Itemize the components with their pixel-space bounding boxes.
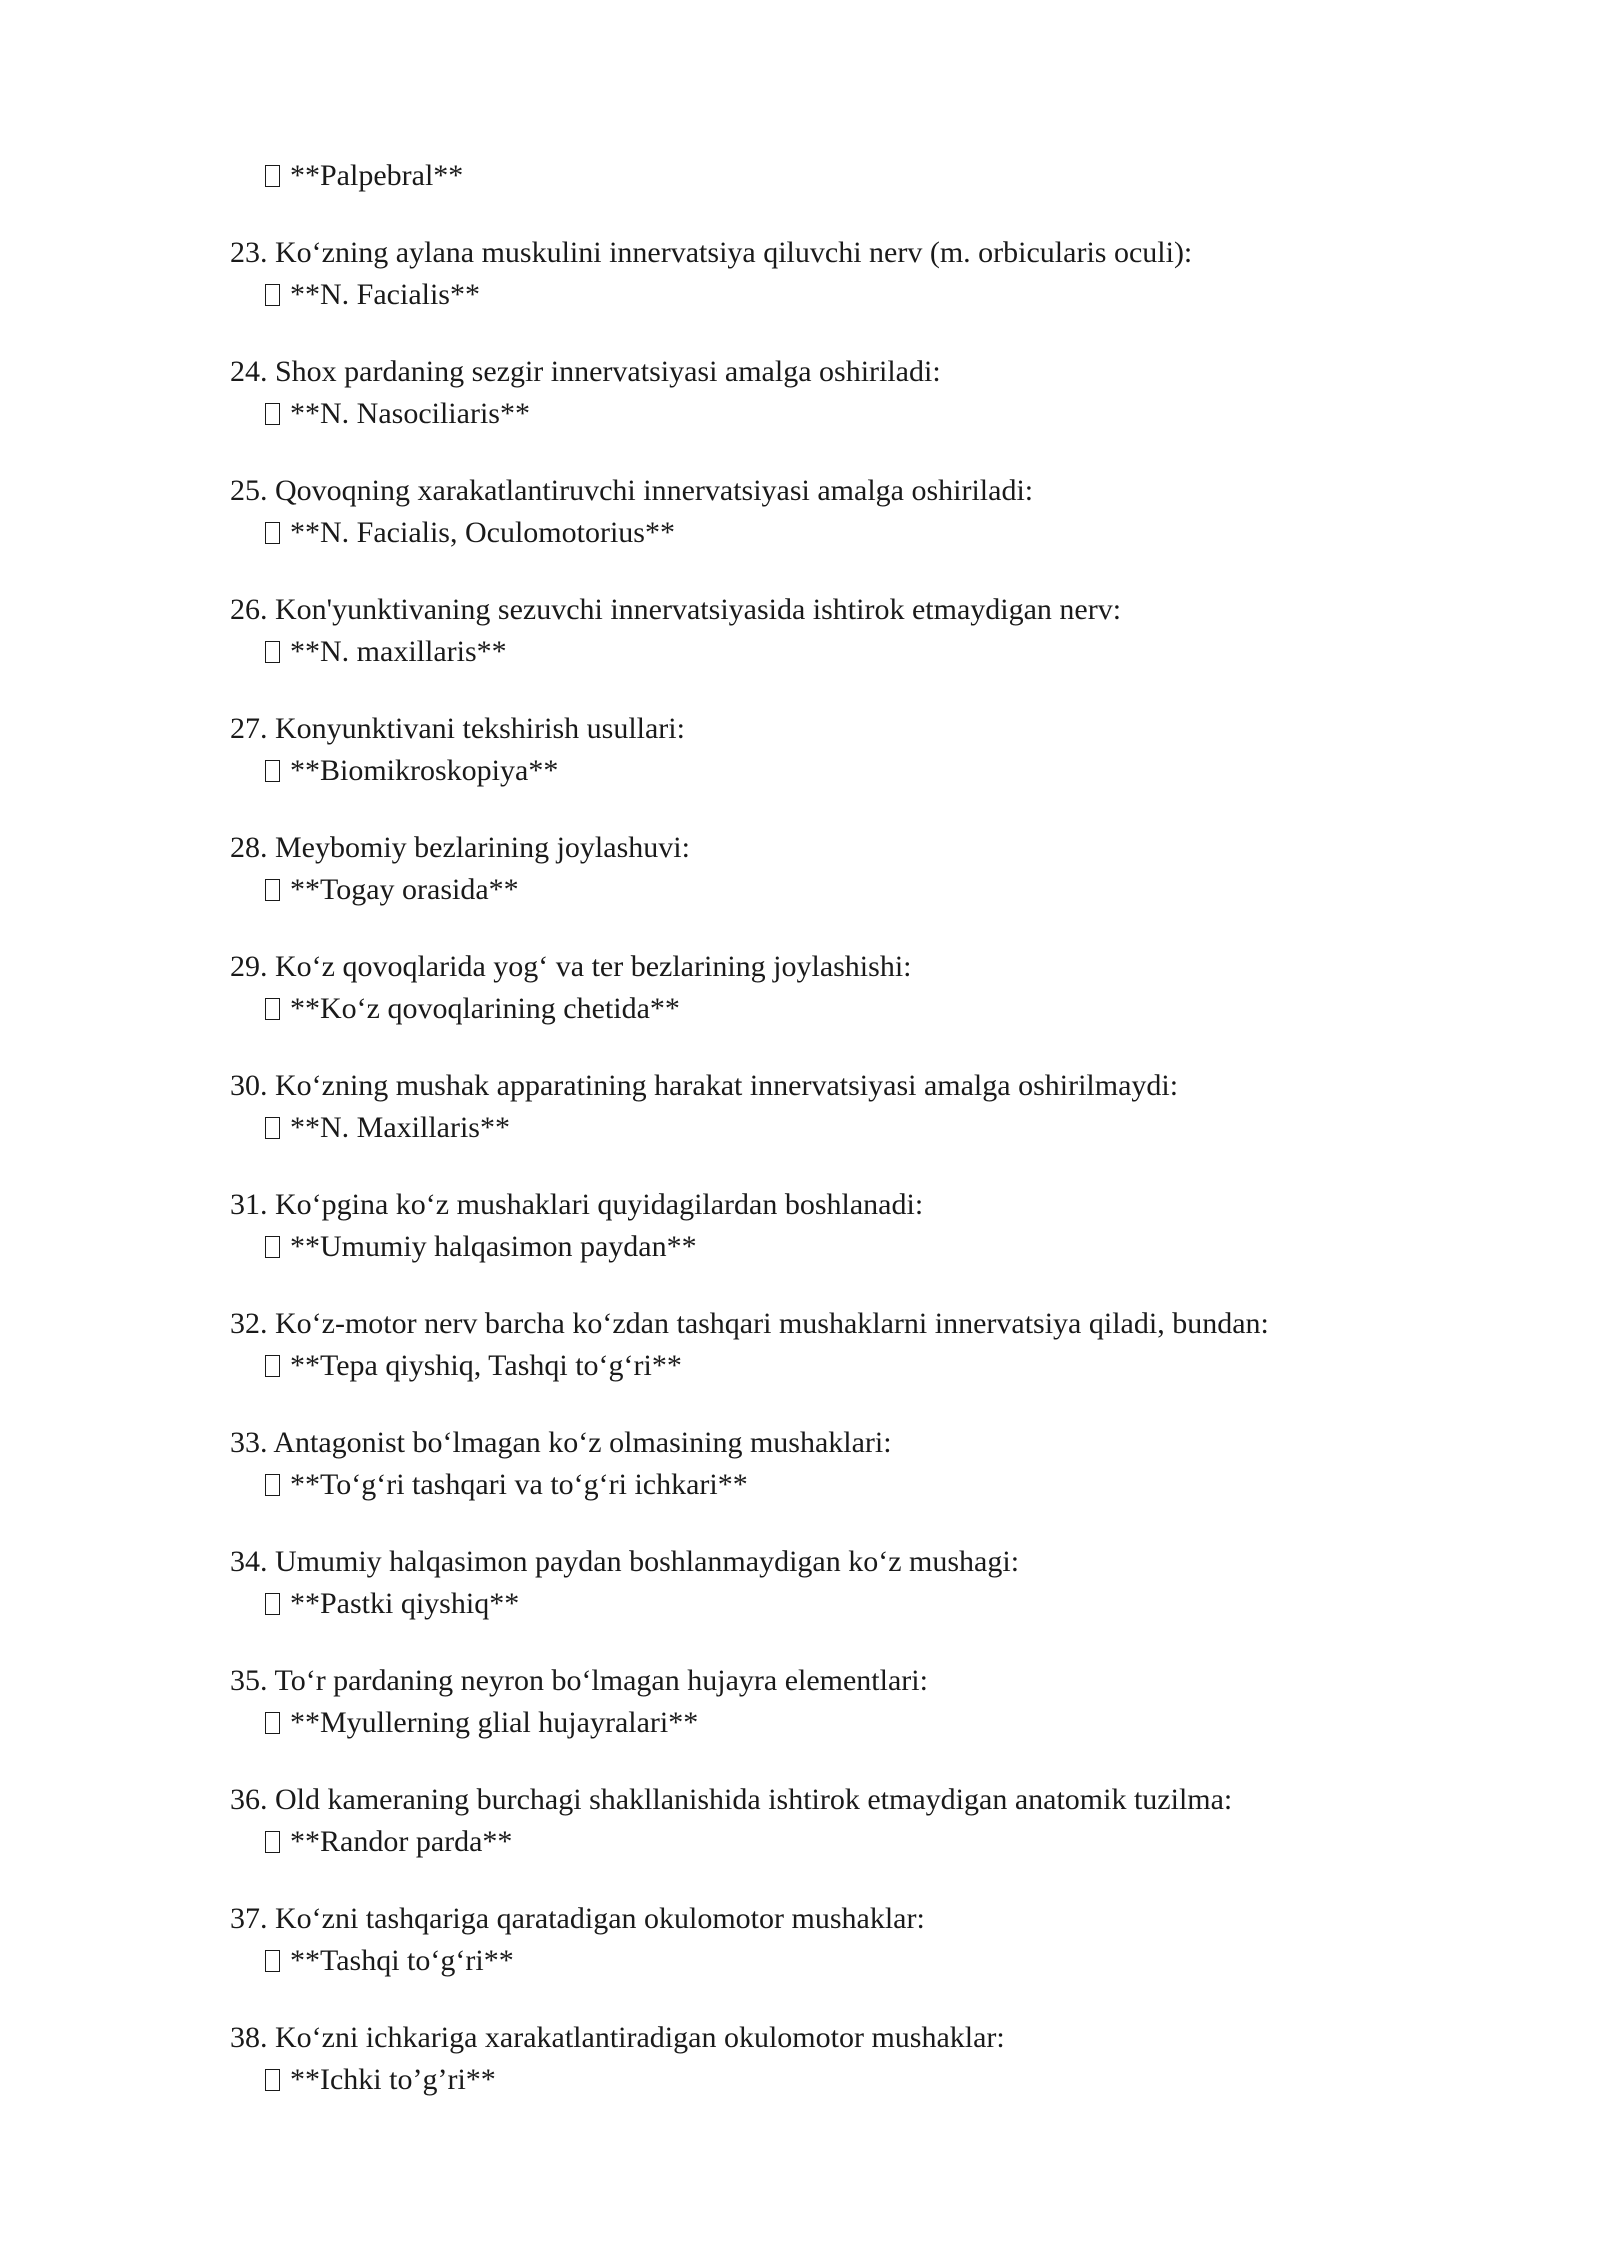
question-text: Ko‘z qovoqlarida yog‘ va ter bezlarining joylashishi:	[275, 950, 912, 983]
answer-text: **To‘g‘ri tashqari va to‘g‘ri ichkari**	[290, 1468, 748, 1501]
question-number: 35.	[230, 1664, 268, 1697]
question-line	[230, 708, 1430, 750]
question-list	[230, 155, 1430, 2136]
question-text: Ko‘zni tashqariga qaratadigan okulomotor mushaklar:	[275, 1902, 925, 1935]
answer-line	[230, 393, 1430, 435]
question-text: Old kameraning burchagi shakllanishida ishtirok etmaydigan anatomik tuzilma:	[275, 1783, 1233, 1816]
question-text: Antagonist bo‘lmagan ko‘z olmasining mushaklari:	[273, 1426, 892, 1459]
answer-text: **Myullerning glial hujayralari**	[290, 1706, 699, 1739]
answer-text: **Tepa qiyshiq, Tashqi to‘g‘ri**	[290, 1349, 682, 1382]
question-number: 29.	[230, 950, 268, 983]
question-item	[230, 589, 1430, 666]
question-number: 31.	[230, 1188, 268, 1221]
answer-line	[230, 1583, 1430, 1625]
question-text: Ko‘zni ichkariga xarakatlantiradigan okulomotor mushaklar:	[275, 2021, 1005, 2054]
question-line	[230, 1660, 1430, 1702]
question-text: Ko‘zning aylana muskulini innervatsiya qiluvchi nerv (m. orbicularis oculi):	[275, 236, 1193, 269]
question-item	[230, 2017, 1430, 2094]
question-item	[230, 946, 1430, 1023]
answer-line	[230, 274, 1430, 316]
question-item	[230, 1660, 1430, 1737]
question-line	[230, 470, 1430, 512]
question-line	[230, 589, 1430, 631]
answer-line	[230, 512, 1430, 554]
answer-text: **Randor parda**	[290, 1825, 513, 1858]
question-text: Qovoqning xarakatlantiruvchi innervatsiyasi amalga oshiriladi:	[275, 474, 1034, 507]
question-text: Ko‘zning mushak apparatining harakat innervatsiyasi amalga oshirilmaydi:	[275, 1069, 1179, 1102]
answer-text: **N. Facialis, Oculomotorius**	[290, 516, 675, 549]
answer-text: **Umumiy halqasimon paydan**	[290, 1230, 697, 1263]
question-text: Ko‘pgina ko‘z mushaklari quyidagilardan boshlanadi:	[275, 1188, 924, 1221]
question-item	[230, 1184, 1430, 1261]
question-item	[230, 351, 1430, 428]
missing-glyph-box-icon	[265, 1355, 280, 1377]
answer-line	[230, 1107, 1430, 1149]
answer-text: **Ko‘z qovoqlarining chetida**	[290, 992, 680, 1025]
question-text: To‘r pardaning neyron bo‘lmagan hujayra elementlari:	[274, 1664, 928, 1697]
missing-glyph-box-icon	[265, 403, 280, 425]
question-number: 33.	[230, 1426, 268, 1459]
question-number: 34.	[230, 1545, 268, 1578]
answer-text: **N. maxillaris**	[290, 635, 507, 668]
question-number: 27.	[230, 712, 268, 745]
answer-line	[230, 869, 1430, 911]
missing-glyph-box-icon	[265, 1831, 280, 1853]
question-text: Ko‘z-motor nerv barcha ko‘zdan tashqari mushaklarni innervatsiya qiladi, bundan:	[275, 1307, 1269, 1340]
answer-text: **Palpebral**	[290, 159, 464, 192]
missing-glyph-box-icon	[265, 165, 280, 187]
question-number: 37.	[230, 1902, 268, 1935]
missing-glyph-box-icon	[265, 284, 280, 306]
answer-line	[230, 1226, 1430, 1268]
question-line	[230, 946, 1430, 988]
question-line	[230, 2017, 1430, 2059]
answer-text: **Biomikroskopiya**	[290, 754, 559, 787]
question-number: 23.	[230, 236, 268, 269]
answer-line	[230, 155, 1430, 197]
answer-line	[230, 750, 1430, 792]
missing-glyph-box-icon	[265, 1950, 280, 1972]
question-item	[230, 1779, 1430, 1856]
missing-glyph-box-icon	[265, 1117, 280, 1139]
question-item	[230, 827, 1430, 904]
question-number: 36.	[230, 1783, 268, 1816]
question-text: Umumiy halqasimon paydan boshlanmaydigan ko‘z mushagi:	[275, 1545, 1020, 1578]
question-line	[230, 1303, 1430, 1345]
answer-text: **Togay orasida**	[290, 873, 519, 906]
missing-glyph-box-icon	[265, 1474, 280, 1496]
answer-line	[230, 2059, 1430, 2101]
question-line	[230, 232, 1430, 274]
question-number: 26.	[230, 593, 268, 626]
question-line	[230, 1541, 1430, 1583]
missing-glyph-box-icon	[265, 1593, 280, 1615]
question-text: Shox pardaning sezgir innervatsiyasi amalga oshiriladi:	[275, 355, 941, 388]
answer-line	[230, 1821, 1430, 1863]
question-item	[230, 1303, 1430, 1380]
question-line	[230, 827, 1430, 869]
question-item	[230, 708, 1430, 785]
missing-glyph-box-icon	[265, 879, 280, 901]
question-line	[230, 1184, 1430, 1226]
question-number: 30.	[230, 1069, 268, 1102]
question-item	[230, 1065, 1430, 1142]
question-item	[230, 232, 1430, 309]
question-number: 38.	[230, 2021, 268, 2054]
question-line	[230, 1422, 1430, 1464]
question-item	[230, 470, 1430, 547]
question-number: 25.	[230, 474, 268, 507]
answer-text: **Ichki to’g’ri**	[290, 2063, 496, 2096]
question-item	[230, 1898, 1430, 1975]
answer-text: **N. Maxillaris**	[290, 1111, 510, 1144]
answer-line	[230, 1940, 1430, 1982]
question-text: Konyunktivani tekshirish usullari:	[275, 712, 685, 745]
missing-glyph-box-icon	[265, 760, 280, 782]
answer-line	[230, 631, 1430, 673]
missing-glyph-box-icon	[265, 641, 280, 663]
answer-text: **N. Nasociliaris**	[290, 397, 530, 430]
missing-glyph-box-icon	[265, 998, 280, 1020]
question-text: Kon'yunktivaning sezuvchi innervatsiyasida ishtirok etmaydigan nerv:	[275, 593, 1122, 626]
missing-glyph-box-icon	[265, 1712, 280, 1734]
question-number: 28.	[230, 831, 268, 864]
answer-line	[230, 1464, 1430, 1506]
answer-text: **Pastki qiyshiq**	[290, 1587, 520, 1620]
answer-line	[230, 1702, 1430, 1744]
question-line	[230, 1779, 1430, 1821]
missing-glyph-box-icon	[265, 2069, 280, 2091]
answer-line	[230, 1345, 1430, 1387]
missing-glyph-box-icon	[265, 522, 280, 544]
question-line	[230, 1065, 1430, 1107]
missing-glyph-box-icon	[265, 1236, 280, 1258]
answer-text: **N. Facialis**	[290, 278, 480, 311]
question-item	[230, 1541, 1430, 1618]
question-number: 32.	[230, 1307, 268, 1340]
question-line	[230, 1898, 1430, 1940]
question-item	[230, 1422, 1430, 1499]
answer-text: **Tashqi to‘g‘ri**	[290, 1944, 514, 1977]
answer-line	[230, 988, 1430, 1030]
question-number: 24.	[230, 355, 268, 388]
question-line	[230, 351, 1430, 393]
question-text: Meybomiy bezlarining joylashuvi:	[275, 831, 690, 864]
